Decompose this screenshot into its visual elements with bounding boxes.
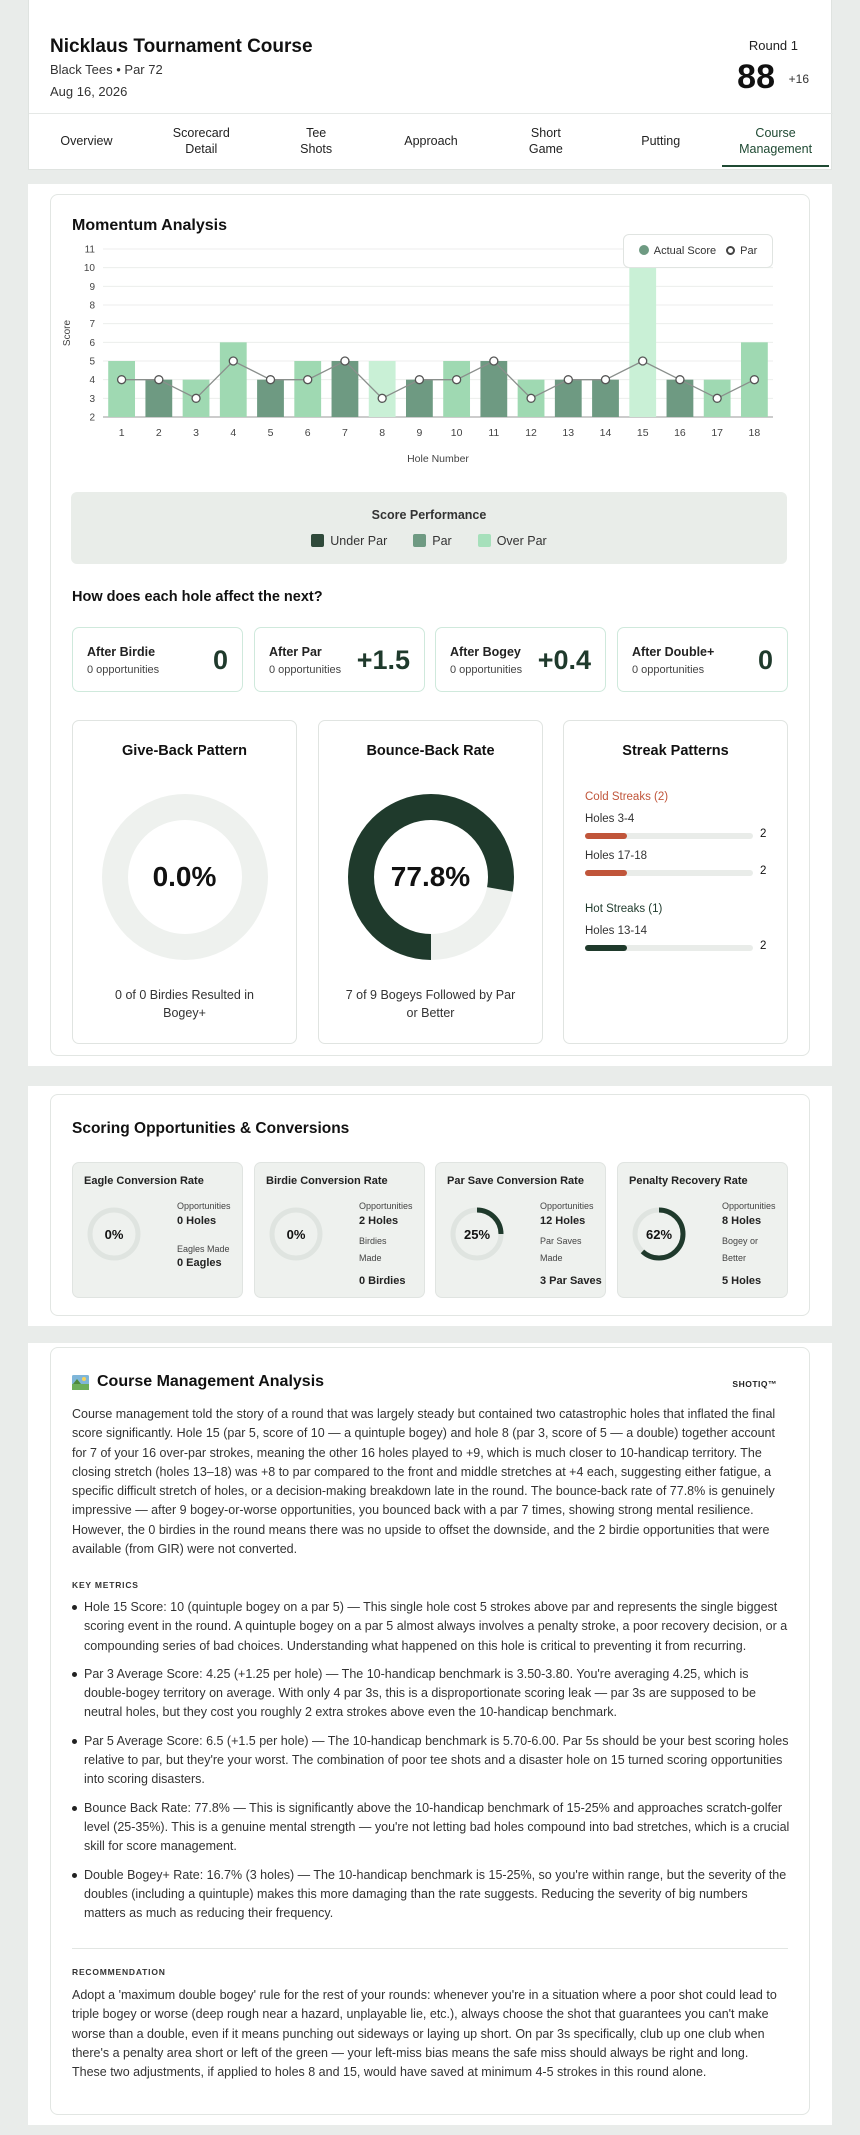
effect-label: After Bogey (450, 645, 521, 659)
opp-key: Opportunities (177, 1201, 231, 1211)
tab-overview[interactable]: Overview (60, 133, 113, 148)
effect-value: 0 (212, 645, 228, 675)
y-tick-label: 5 (89, 356, 95, 368)
score-bar (145, 380, 172, 417)
par-point (229, 357, 237, 365)
par-point (453, 376, 461, 384)
par-point (415, 376, 423, 384)
opp-value: 8 Holes (722, 1215, 762, 1227)
metric-item: Par 3 Average Score: 4.25 (+1.25 per hole) — The 10-handicap benchmark is 3.50-3.80. You're averaging 4.25, which is double-bogey territory on average. With only 4 par 3s, this is a disproportionate scoring leak — par 3s are supposed to be neutral holes, but they cost you roughly 2 extra strokes above even the 10-handicap benchmark. (72, 1665, 790, 1723)
under-par-swatch-icon (311, 534, 324, 547)
analysis-section (28, 1343, 832, 2125)
opp-key: Birdies Made (359, 1236, 387, 1264)
x-tick-label: 16 (674, 427, 686, 439)
streak-label: Holes 3-4 (585, 813, 635, 825)
effect-value: 0 (757, 645, 773, 675)
y-tick-label: 4 (89, 375, 95, 387)
x-tick-label: 14 (599, 427, 612, 439)
y-tick-label: 6 (89, 337, 95, 349)
opp-key: Eagles Made (177, 1244, 230, 1254)
legend-actual: Actual Score (639, 245, 716, 257)
x-tick-label: 7 (342, 427, 348, 439)
par-point (490, 357, 498, 365)
opp-value: 0 Eagles (177, 1257, 222, 1269)
effect-value: +0.4 (537, 645, 591, 675)
tab-tee-shots[interactable]: Tee Shots (300, 125, 333, 156)
round-date: Aug 16, 2026 (50, 84, 128, 99)
effect-opportunities: 0 opportunities (632, 664, 705, 676)
x-tick-label: 12 (525, 427, 537, 439)
score-bar (667, 380, 694, 417)
x-tick-label: 13 (562, 427, 575, 439)
streak-bar-fill (585, 870, 627, 876)
y-tick-label: 10 (83, 263, 95, 275)
par-point (304, 376, 312, 384)
effect-card-after-bogey (435, 627, 606, 692)
par-point (564, 376, 572, 384)
actual-dot-icon (639, 245, 649, 255)
par-point (267, 376, 275, 384)
bounceback-value: 77.8% (390, 861, 471, 892)
par-point (118, 376, 126, 384)
opp-key: Par Saves Made (540, 1236, 582, 1264)
effect-opportunities: 0 opportunities (450, 664, 523, 676)
divider (72, 1948, 788, 1949)
x-tick-label: 1 (118, 427, 125, 439)
opp-pct: 25% (463, 1226, 491, 1242)
effect-value: +1.5 (356, 645, 410, 675)
legend-under-par: Under Par (311, 534, 387, 548)
bounceback-title: Bounce-Back Rate (366, 743, 495, 759)
effect-card-after-double (617, 627, 788, 692)
opp-title: Penalty Recovery Rate (629, 1175, 748, 1187)
streak-label: Holes 13-14 (585, 925, 648, 937)
chart-legend (623, 234, 773, 268)
hot-streaks-title: Hot Streaks (1) (585, 903, 663, 915)
score-bar (294, 361, 321, 417)
over-par-swatch-icon (478, 534, 491, 547)
y-tick-label: 9 (89, 281, 95, 293)
round-label: Round 1 (748, 38, 798, 53)
score-bar (443, 361, 470, 417)
effect-opportunities: 0 opportunities (87, 664, 160, 676)
par-dot-icon (726, 246, 735, 255)
x-tick-label: 8 (379, 427, 386, 439)
par-point (155, 376, 163, 384)
effect-label: After Par (269, 645, 322, 659)
legend-over-par: Over Par (478, 534, 547, 548)
opp-value: 0 Birdies (359, 1275, 406, 1287)
par-point (527, 394, 535, 402)
opp-value: 5 Holes (722, 1275, 762, 1287)
x-tick-label: 10 (450, 427, 463, 439)
y-tick-label: 8 (89, 300, 95, 312)
key-metrics-label: KEY METRICS (72, 1580, 139, 1590)
par-point (750, 376, 758, 384)
par-point (639, 357, 647, 365)
giveback-card (72, 720, 297, 1044)
opp-value: 0 Holes (177, 1215, 217, 1227)
streak-card (563, 720, 788, 1044)
metric-item: Double Bogey+ Rate: 16.7% (3 holes) — The 10-handicap benchmark is 15-25%, so you're within range, but the severity of the doubles (including a quintuple) makes this more damaging than the rate suggests. Reducing the severity of big numbers matters as much as reducing their frequency. (72, 1866, 790, 1924)
score-bar (332, 361, 359, 417)
giveback-title: Give-Back Pattern (122, 743, 247, 759)
opp-value: 12 Holes (540, 1215, 586, 1227)
tab-short-game[interactable]: Short Game (528, 125, 563, 156)
score-bar (406, 380, 433, 417)
opp-value: 2 Holes (359, 1215, 399, 1227)
x-axis-label: Hole Number (407, 453, 469, 465)
par-point (713, 394, 721, 402)
tab-bar (29, 113, 833, 169)
giveback-caption: 0 of 0 Birdies Resulted in Bogey+ (115, 988, 254, 1020)
map-icon (72, 1375, 89, 1390)
tab-approach[interactable]: Approach (404, 133, 458, 148)
score-bar (220, 342, 247, 417)
opp-key: Bogey or Better (722, 1236, 759, 1264)
streak-bar (585, 833, 753, 839)
par-point (676, 376, 684, 384)
course-subtitle: Black Tees • Par 72 (50, 62, 163, 77)
par-point (341, 357, 349, 365)
streak-bar-fill (585, 945, 627, 951)
tab-putting[interactable]: Putting (641, 133, 681, 148)
y-tick-label: 11 (84, 244, 95, 256)
par-swatch-icon (413, 534, 426, 547)
momentum-chart (48, 244, 788, 469)
y-tick-label: 3 (89, 393, 95, 405)
effect-label: After Double+ (632, 645, 715, 659)
x-tick-label: 17 (711, 427, 724, 439)
effect-label: After Birdie (87, 645, 156, 659)
analysis-title: Course Management Analysis (97, 1373, 325, 1390)
opp-title: Birdie Conversion Rate (266, 1175, 388, 1187)
legend-par: Par (726, 245, 757, 257)
score-performance-title: Score Performance (371, 508, 487, 522)
brand-logo: SHOTIQ™ (732, 1379, 777, 1389)
opp-key: Opportunities (722, 1201, 776, 1211)
opp-title: Par Save Conversion Rate (447, 1175, 584, 1187)
score-bar (108, 361, 135, 417)
score-bar (629, 268, 656, 417)
x-tick-label: 2 (155, 427, 162, 439)
streak-title: Streak Patterns (622, 743, 729, 759)
opp-value: 3 Par Saves (540, 1275, 602, 1287)
metric-item: Hole 15 Score: 10 (quintuple bogey on a par 5) — This single hole cost 5 strokes above par and represents the single biggest scoring event in the round. A quintuple bogey on a par 5 almost always involves a penalty stroke, a poor recovery decision, or a compounding series of bad choices. Understanding what happened on this hole is critical to preventing it from recurring. (72, 1598, 790, 1656)
streak-bar (585, 870, 753, 876)
scoring-section (28, 1086, 832, 1326)
streak-count: 2 (760, 828, 767, 840)
metric-item: Bounce Back Rate: 77.8% — This is significantly above the 10-handicap benchmark of 15-25% and approaches scratch-golfer level (25-35%). This is a genuine mental strength — you're not letting bad holes compound into bad stretches, which is a crucial skill for score management. (72, 1799, 790, 1857)
opp-key: Opportunities (540, 1201, 594, 1211)
legend-par-swatch: Par (413, 534, 451, 548)
total-score: 88 (737, 58, 775, 96)
opp-title: Eagle Conversion Rate (84, 1175, 204, 1187)
effect-card-after-par (254, 627, 425, 692)
key-metrics-list (72, 1598, 790, 1932)
x-tick-label: 11 (488, 427, 500, 439)
x-tick-label: 6 (304, 427, 311, 439)
par-point (192, 394, 200, 402)
round-header (28, 0, 832, 170)
tab-scorecard-detail[interactable]: Scorecard Detail (172, 125, 230, 156)
momentum-section (28, 184, 832, 1066)
par-save-conversion-card (435, 1162, 606, 1298)
y-tick-label: 2 (89, 412, 95, 424)
x-tick-label: 18 (748, 427, 761, 439)
effect-opportunities: 0 opportunities (269, 664, 342, 676)
streak-count: 2 (760, 865, 767, 877)
giveback-value: 0.0% (152, 861, 217, 892)
par-point (602, 376, 610, 384)
streak-count: 2 (760, 940, 767, 952)
x-tick-label: 3 (193, 427, 199, 439)
recommendation-text: Adopt a 'maximum double bogey' rule for the rest of your rounds: whenever you're in a situation where a poor shot could lead to triple bogey or worse (deep rough near a hazard, unplayable lie, etc.), always choose the shot that guarantees you can't make worse than a double, even if it means punching out sideways or laying up short. On par 3s specifically, club up one club when there's a penalty area short or left of the green — your left-miss bias means the safe miss should always be right and long. These two adjustments, if applied to holes 8 and 15, would have saved at minimum 4-5 strokes in this round alone. (72, 1988, 777, 2080)
score-bar (592, 380, 619, 417)
score-to-par: +16 (788, 72, 809, 86)
streak-bar (585, 945, 753, 951)
score-performance-legend (71, 534, 787, 548)
bounceback-card (318, 720, 543, 1044)
scoring-title: Scoring Opportunities & Conversions (72, 1120, 350, 1137)
metric-item: Par 5 Average Score: 6.5 (+1.5 per hole) — The 10-handicap benchmark is 5.70-6.00. Par 5s should be your best scoring holes relative to par, but they're your worst. The combination of poor tee shots and a disaster hole on 15 turned scoring opportunities into scoring disasters. (72, 1732, 790, 1790)
birdie-conversion-card (254, 1162, 425, 1298)
bounceback-caption: 7 of 9 Bogeys Followed by Par or Better (345, 988, 516, 1020)
y-axis-label: Score (62, 319, 73, 347)
y-tick-label: 7 (89, 319, 95, 331)
penalty-recovery-card (617, 1162, 788, 1298)
score-bar (555, 380, 582, 417)
score-performance-box (71, 492, 787, 564)
analysis-summary: Course management told the story of a round that was largely steady but contained two catastrophic holes that inflated the final score significantly. Hole 15 (par 5, score of 10 — a quintuple bogey) and hole 8 (par 3, score of 5 — a double) together account for 7 of your 16 over-par strokes, meaning the other 16 holes played to +9, which is much closer to 10-handicap territory. The closing stretch (holes 13–18) was +8 to par compared to the front and middle stretches at +4 each, suggesting either fatigue, a specific difficult stretch of holes, or a decision-making breakdown late in the round. The bounce-back rate of 77.8% is genuinely impressive — after 9 bogey-or-worse opportunities, you bounced back with a par 7 times, showing strong mental resilience. However, the 0 birdies in the round means there was no upside to offset the downside, and the 2 birdie opportunities that were available (from GIR) were not converted. (72, 1407, 776, 1557)
eagle-conversion-card (72, 1162, 243, 1298)
score-bar (480, 361, 507, 417)
par-point (378, 394, 386, 402)
momentum-title: Momentum Analysis (72, 217, 227, 234)
score-bar (257, 380, 284, 417)
course-title: Nicklaus Tournament Course (50, 36, 313, 57)
x-tick-label: 4 (230, 427, 237, 439)
recommendation-label: RECOMMENDATION (72, 1967, 166, 1977)
x-tick-label: 15 (636, 427, 649, 439)
streak-bar-fill (585, 833, 627, 839)
opp-key: Opportunities (359, 1201, 413, 1211)
x-tick-label: 5 (267, 427, 274, 439)
x-tick-label: 9 (416, 427, 423, 439)
effect-card-after-birdie (72, 627, 243, 692)
streak-label: Holes 17-18 (585, 850, 648, 862)
cold-streaks-title: Cold Streaks (2) (585, 791, 669, 803)
tab-course-management[interactable]: Course Management (718, 114, 833, 169)
hole-effect-title: How does each hole affect the next? (72, 589, 323, 605)
opp-pct: 62% (645, 1226, 673, 1242)
opp-pct: 0% (104, 1226, 124, 1242)
opp-pct: 0% (286, 1226, 306, 1242)
